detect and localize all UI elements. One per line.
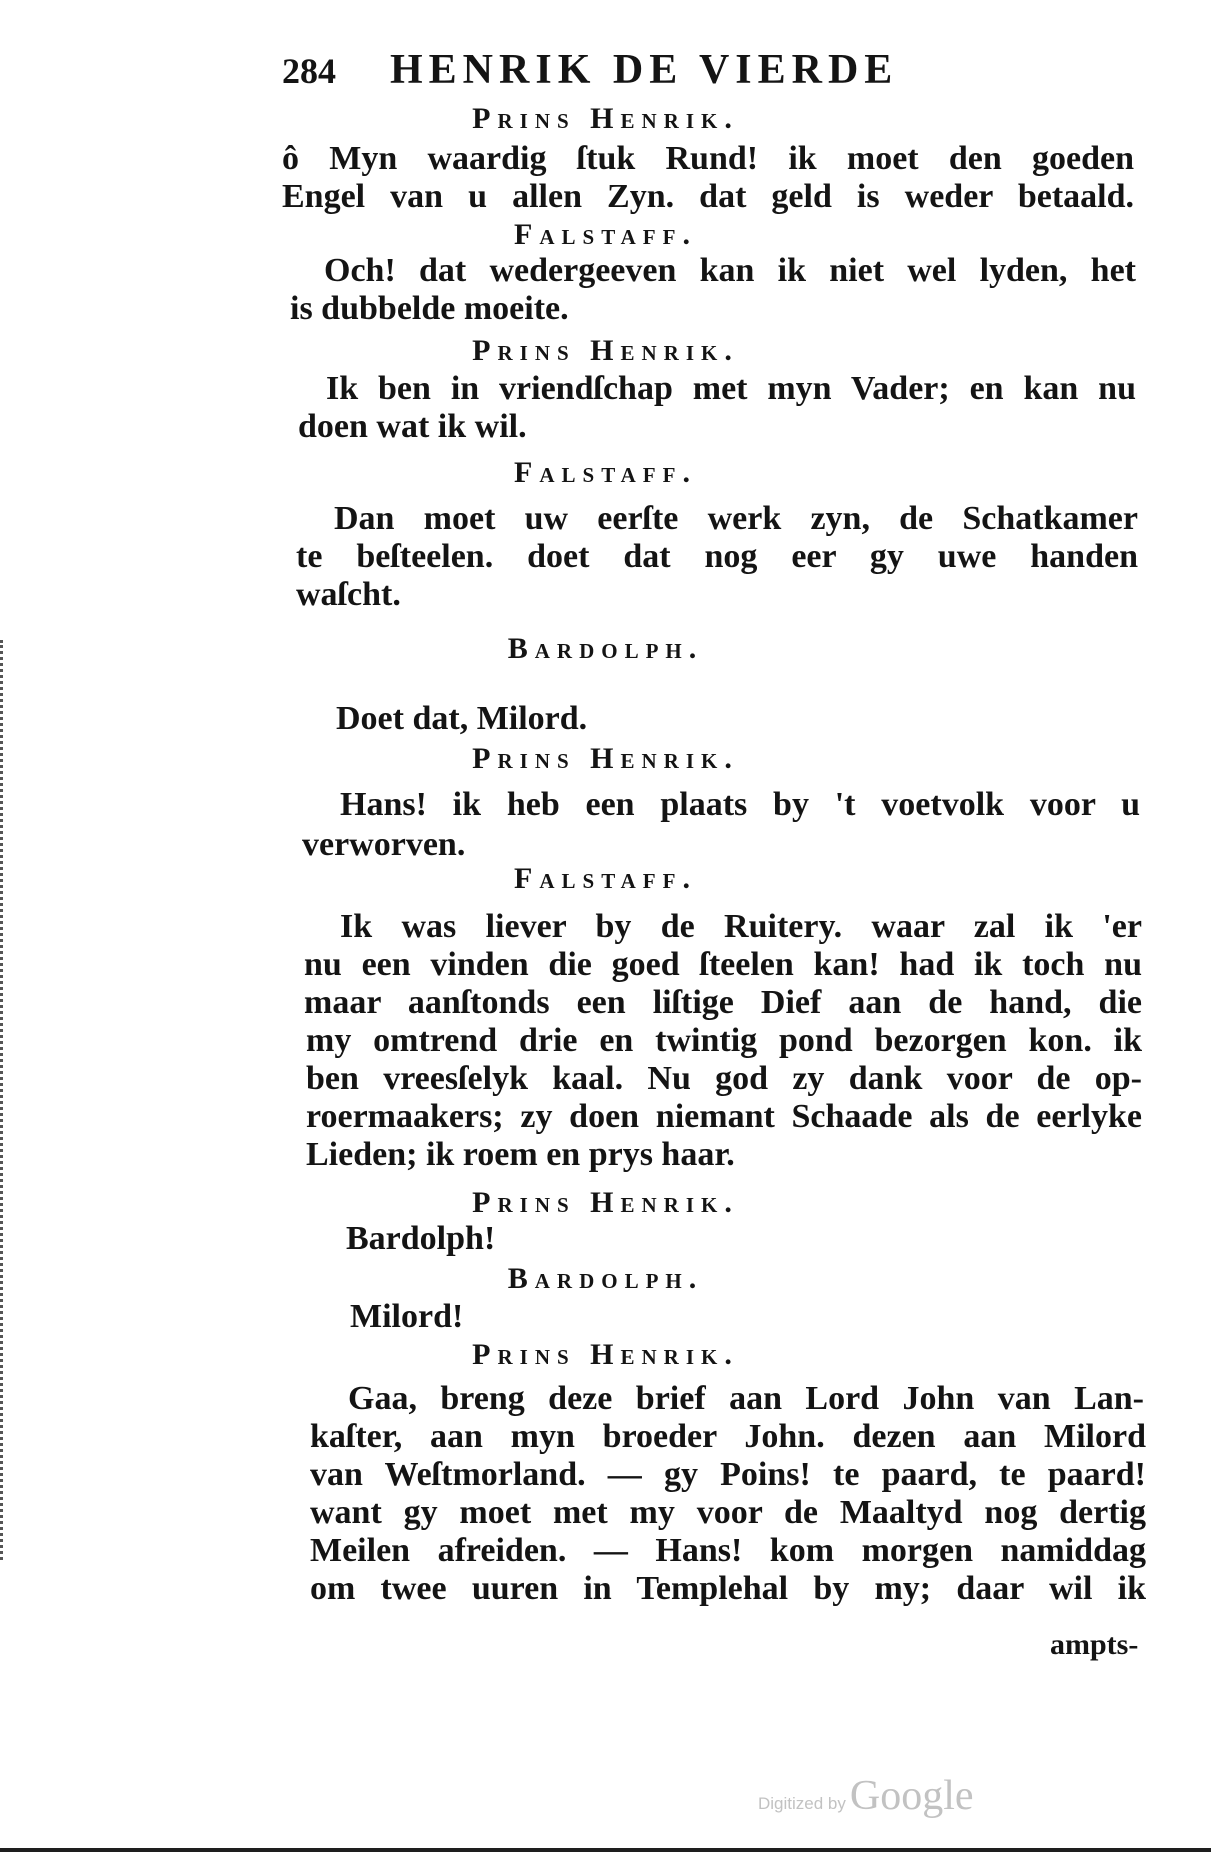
dialogue-line: ô Myn waardig ſtuk Rund! ik moet den goeden [282, 140, 1134, 177]
dialogue-line: verworven. [302, 826, 466, 863]
dialogue-line: roermaakers; zy doen niemant Schaade als de eerlyke [306, 1098, 1142, 1135]
dialogue-line: Engel van u allen Zyn. dat geld is weder betaald. [282, 178, 1134, 215]
dialogue-line: Ik was liever by de Ruitery. waar zal ik 'er [340, 908, 1142, 945]
catchword: ampts- [1050, 1628, 1139, 1661]
speaker-heading: Prins Henrik. [472, 1338, 739, 1371]
speaker-heading: Falstaff. [514, 862, 697, 895]
dialogue-line: ben vreesſelyk kaal. Nu god zy dank voor de op- [306, 1060, 1142, 1097]
dialogue-line: Bardolph! [346, 1220, 496, 1257]
dialogue-line: Gaa, breng deze brief aan Lord John van Lan- [348, 1380, 1144, 1417]
dialogue-line: my omtrend drie en twintig pond bezorgen kon. ik [306, 1022, 1142, 1059]
dialogue-line: Hans! ik heb een plaats by 't voetvolk voor u [340, 786, 1140, 823]
speaker-heading: Falstaff. [514, 456, 697, 489]
speaker-heading: Prins Henrik. [472, 742, 739, 775]
dialogue-line: Dan moet uw eerſte werk zyn, de Schatkamer [334, 500, 1138, 537]
scan-bottom-edge [0, 1848, 1211, 1852]
page-edge-shadow [0, 640, 13, 1560]
dialogue-line: doen wat ik wil. [298, 408, 527, 445]
google-logo: Google [849, 1773, 974, 1819]
dialogue-line: te beſteelen. doet dat nog eer gy uwe handen [296, 538, 1138, 575]
speaker-heading: Prins Henrik. [472, 1186, 739, 1219]
digitized-watermark [758, 1772, 974, 1820]
dialogue-line: Doet dat, Milord. [336, 700, 588, 737]
page-number: 284 [282, 51, 336, 91]
dialogue-line: Lieden; ik roem en prys haar. [306, 1136, 735, 1173]
dialogue-line: is dubbelde moeite. [290, 290, 569, 327]
dialogue-line: kaſter, aan myn broeder John. dezen aan Milord [310, 1418, 1146, 1455]
dialogue-line: Ik ben in vriendſchap met myn Vader; en kan nu [326, 370, 1136, 407]
dialogue-line: om twee uuren in Templehal by my; daar wil ik [310, 1570, 1146, 1607]
dialogue-line: waſcht. [296, 576, 401, 613]
dialogue-line: van Weſtmorland. — gy Poins! te paard, te paard! [310, 1456, 1146, 1493]
page-header [282, 44, 982, 100]
dialogue-line: maar aanſtonds een liſtige Dief aan de hand, die [304, 984, 1142, 1021]
dialogue-line: want gy moet met my voor de Maaltyd nog dertig [310, 1494, 1146, 1531]
dialogue-line: Milord! [350, 1298, 464, 1335]
watermark-prefix: Digitized by [758, 1794, 846, 1813]
dialogue-line: nu een vinden die goed ſteelen kan! had ik toch nu [304, 946, 1142, 983]
speaker-heading: Bardolph. [507, 1262, 704, 1295]
running-head: HENRIK DE VIERDE [390, 47, 899, 93]
speaker-heading: Prins Henrik. [472, 334, 739, 367]
dialogue-line: Meilen afreiden. — Hans! kom morgen namiddag [310, 1532, 1146, 1569]
speaker-heading: Prins Henrik. [472, 102, 739, 135]
speaker-heading: Falstaff. [514, 218, 697, 251]
dialogue-line: Och! dat wedergeeven kan ik niet wel lyden, het [324, 252, 1136, 289]
speaker-heading: Bardolph. [507, 632, 704, 665]
